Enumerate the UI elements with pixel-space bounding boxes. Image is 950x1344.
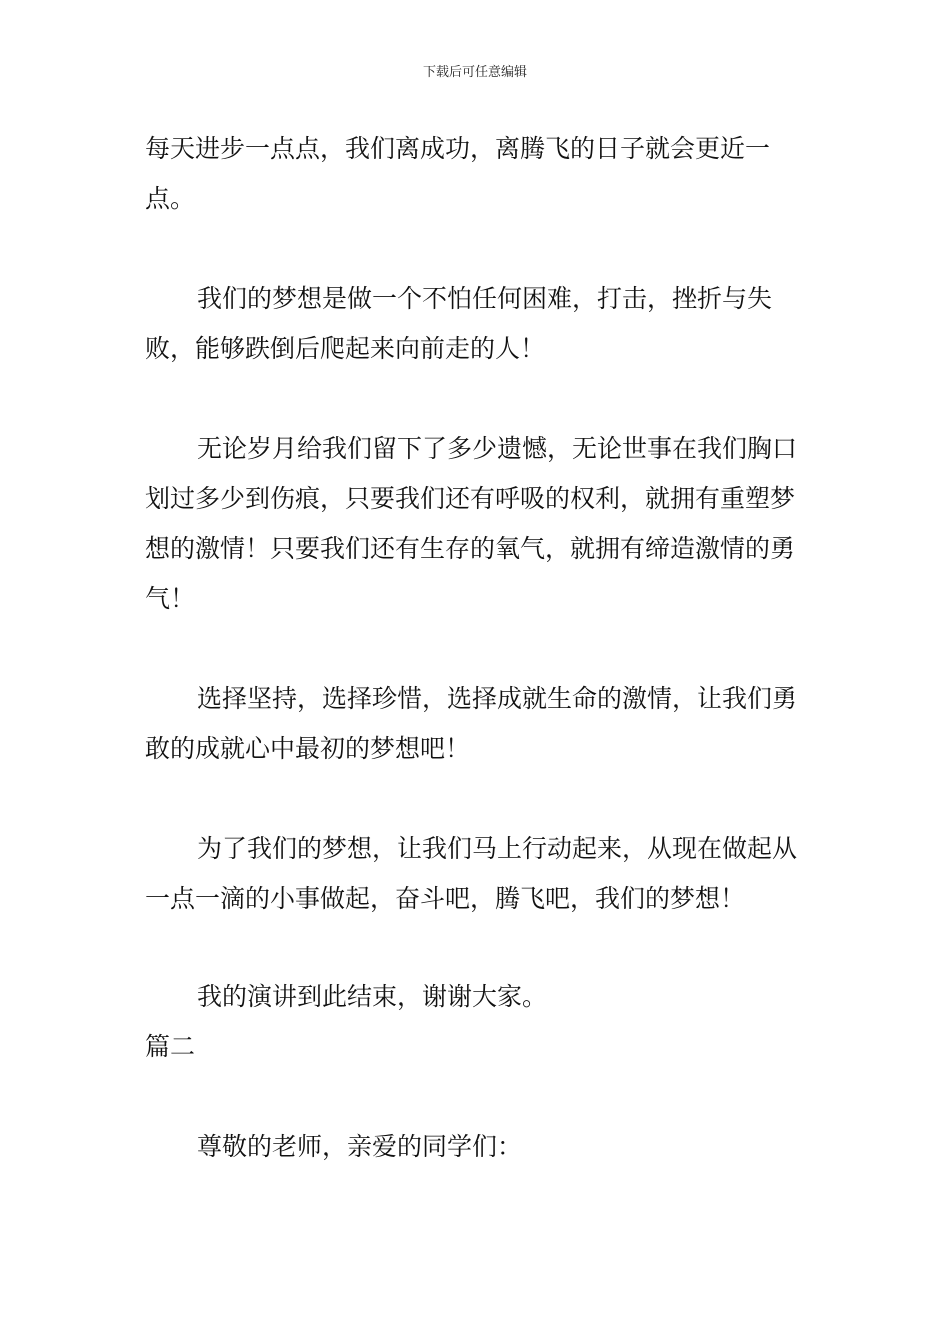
paragraph-dream: 我们的梦想是做一个不怕任何困难，打击，挫折与失败，能够跌倒后爬起来向前走的人！ (145, 284, 773, 363)
paragraph-choice: 选择坚持，选择珍惜，选择成就生命的激情，让我们勇敢的成就心中最初的梦想吧！ (145, 684, 798, 763)
paragraph-regret: 无论岁月给我们留下了多少遗憾，无论世事在我们胸口划过多少到伤痕，只要我们还有呼吸的权利，就拥有重塑梦想的激情！只要我们还有生存的氧气，就拥有缔造激情的勇气！ (145, 434, 798, 613)
paragraph-closing: 我的演讲到此结束，谢谢大家。 (197, 982, 548, 1011)
page-header: 下载后可任意编辑 (422, 65, 527, 80)
paragraph-action: 为了我们的梦想，让我们马上行动起来，从现在做起从一点一滴的小事做起，奋斗吧，腾飞吧，我们的梦想！ (145, 834, 798, 913)
section-title: 篇二 (145, 1032, 196, 1061)
paragraph-greeting: 尊敬的老师，亲爱的同学们： (197, 1132, 523, 1161)
paragraph-progress: 每天进步一点点，我们离成功，离腾飞的日子就会更近一点。 (145, 134, 771, 213)
